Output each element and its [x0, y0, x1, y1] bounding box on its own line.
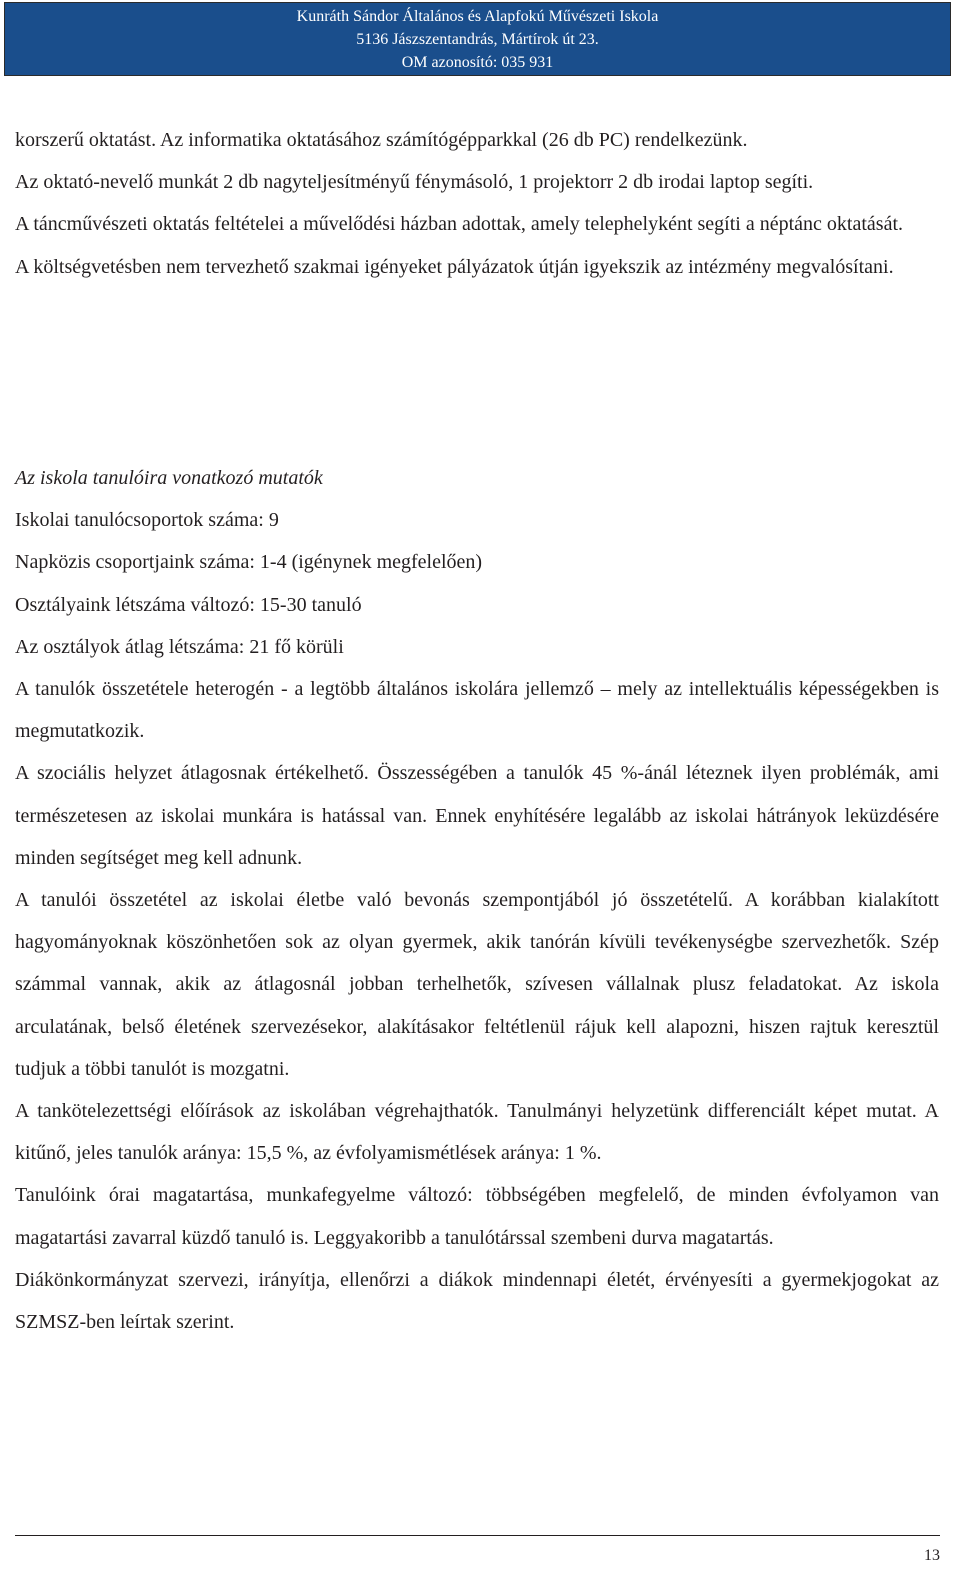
indicator-line: Iskolai tanulócsoportok száma: 9 [15, 509, 279, 532]
page-number: 13 [924, 1547, 940, 1564]
student-indicators-section [15, 457, 939, 1343]
intro-paragraph: A költségvetésben nem tervezhető szakmai igényeket pályázatok útján igyekszik az intézmény megvalósítani. [15, 255, 894, 278]
body-paragraph: A szociális helyzet átlagosnak értékelhető. Összességében a tanulók 45 %-ánál léteznek ilyen problémák, ami természetesen az iskolai munkára is hatással van. Ennek enyhítésére legalább az iskolai hátrányok leküzdésére minden segítséget meg kell adnunk. [15, 762, 939, 869]
school-address: 5136 Jászszentandrás, Mártírok út 23. [356, 30, 599, 48]
indicator-line: Osztályaink létszáma változó: 15-30 tanuló [15, 593, 362, 616]
body-paragraph: A tankötelezettségi előírások az iskolában végrehajthatók. Tanulmányi helyzetünk differenciált képet mutat. A kitűnő, jeles tanulók aránya: 15,5 %, az évfolyamismétlések aránya: 1 %. [15, 1100, 939, 1165]
indicator-line: Az osztályok átlag létszáma: 21 fő körüli [15, 635, 344, 658]
body-paragraph: Tanulóink órai magatartása, munkafegyelme változó: többségében megfelelő, de minden évfolyamon van magatartási zavarral küzdő tanuló is. Leggyakoribb a tanulótárssal szembeni durva magatartás. [15, 1184, 939, 1249]
section-title: Az iskola tanulóira vonatkozó mutatók [15, 467, 323, 489]
body-paragraph: A tanulók összetétele heterogén - a legtöbb általános iskolára jellemző – mely az intellektuális képességekben is megmutatkozik. [15, 678, 939, 743]
school-name: Kunráth Sándor Általános és Alapfokú Művészeti Iskola [296, 7, 659, 25]
om-id: OM azonosító: 035 931 [401, 53, 554, 71]
body-paragraph: A tanulói összetétel az iskolai életbe való bevonás szempontjából jó összetételű. A korábban kialakított hagyományoknak köszönhetően sok az olyan gyermek, akik tanórán kívüli tevékenységbe szervezhetők. Szép számmal vannak, akik az átlagosnál jobban terhelhetők, szívesen vállalnak plusz feladatokat. Az iskola arculatának, belső életének szervezésekor, alakításakor feltétlenül rájuk kell alapozni, hiszen rajtuk keresztül tudjuk a többi tanulót is mozgatni. [15, 889, 939, 1080]
indicator-line: Napközis csoportjaink száma: 1-4 (igénynek megfelelően) [15, 551, 483, 574]
body-paragraph: Diákönkormányzat szervezi, irányítja, ellenőrzi a diákok mindennapi életét, érvényesíti a gyermekjogokat az SZMSZ-ben leírtak szerint. [15, 1268, 939, 1334]
intro-section [15, 119, 939, 288]
intro-paragraph: korszerű oktatást. Az informatika oktatásához számítógépparkkal (26 db PC) rendelkezünk. [15, 129, 748, 151]
intro-paragraph: A táncművészeti oktatás feltételei a művelődési házban adottak, amely telephelyként segíti a néptánc oktatását. [15, 213, 903, 236]
footer-divider [15, 1535, 940, 1536]
school-header [4, 2, 951, 76]
intro-paragraph: Az oktató-nevelő munkát 2 db nagyteljesítményű fénymásoló, 1 projektorr 2 db irodai laptop segíti. [15, 171, 814, 194]
